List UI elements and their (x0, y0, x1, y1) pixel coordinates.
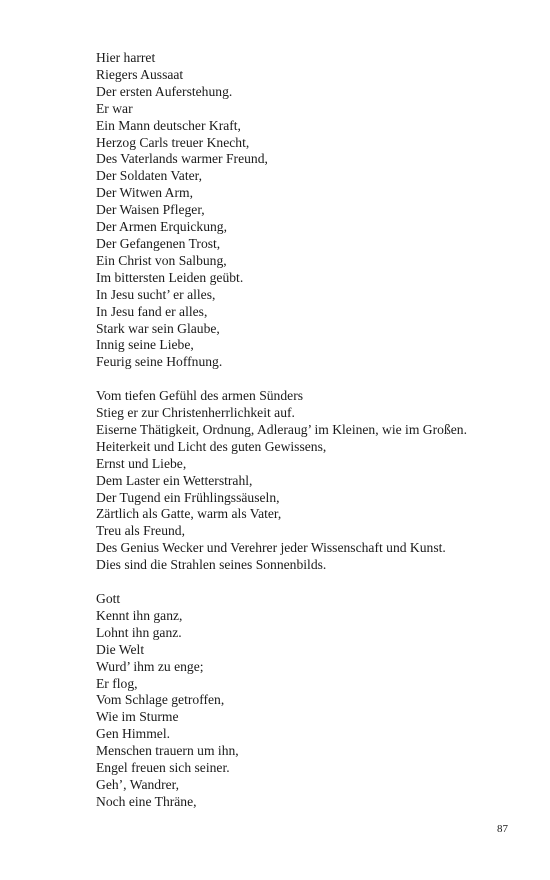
epitaph-text (96, 50, 516, 811)
stanza-2 (96, 388, 516, 574)
verse-line: Vom tiefen Gefühl des armen Sünders (96, 388, 304, 404)
verse-line: Hier harret (96, 50, 156, 65)
verse-line: Treu als Freund, (96, 523, 185, 539)
verse-line: Ein Christ von Salbung, (96, 252, 227, 268)
verse-line: Er war (96, 100, 133, 116)
verse-line: Kennt ihn ganz, (96, 607, 183, 623)
verse-line: Der Gefangenen Trost, (96, 235, 221, 251)
verse-line: Noch eine Thräne, (96, 793, 197, 809)
verse-line: Er flog, (96, 675, 138, 691)
verse-line: Stark war sein Glaube, (96, 320, 220, 336)
verse-line: Der Tugend ein Frühlingssäuseln, (96, 489, 280, 505)
verse-line: Lohnt ihn ganz. (96, 624, 182, 640)
verse-line: In Jesu fand er alles, (96, 303, 208, 319)
verse-line: Innig seine Liebe, (96, 337, 194, 353)
verse-line: Feurig seine Hoffnung. (96, 354, 223, 370)
verse-line: Des Genius Wecker und Verehrer jeder Wissenschaft und Kunst. (96, 540, 446, 556)
verse-line: In Jesu sucht’ er alles, (96, 286, 216, 302)
verse-line: Im bittersten Leiden geübt. (96, 269, 244, 285)
verse-line: Gott (96, 590, 121, 606)
verse-line: Wie im Sturme (96, 709, 179, 725)
verse-line: Menschen trauern um ihn, (96, 743, 239, 759)
verse-line: Riegers Aussaat (96, 66, 184, 82)
verse-line: Gen Himmel. (96, 726, 170, 742)
verse-line: Dies sind die Strahlen seines Sonnenbilds. (96, 557, 327, 573)
verse-line: Engel freuen sich seiner. (96, 760, 230, 776)
verse-line: Vom Schlage getroffen, (96, 692, 225, 708)
verse-line: Geh’, Wandrer, (96, 776, 180, 792)
stanza-1 (96, 50, 516, 371)
verse-line: Die Welt (96, 641, 145, 657)
verse-line: Zärtlich als Gatte, warm als Vater, (96, 506, 282, 522)
verse-line: Wurd’ ihm zu enge; (96, 658, 204, 674)
page-number: 87 (497, 823, 508, 835)
verse-line: Der Armen Erquickung, (96, 219, 227, 235)
verse-line: Ernst und Liebe, (96, 455, 187, 471)
verse-line: Herzog Carls treuer Knecht, (96, 134, 250, 150)
verse-line: Der Witwen Arm, (96, 185, 193, 201)
verse-line: Der ersten Auferstehung. (96, 83, 233, 99)
verse-line: Des Vaterlands warmer Freund, (96, 151, 268, 167)
verse-line: Der Waisen Pfleger, (96, 202, 205, 218)
verse-line: Eiserne Thätigkeit, Ordnung, Adleraug’ im Kleinen, wie im Großen. (96, 421, 467, 437)
stanza-3 (96, 591, 516, 811)
verse-line: Dem Laster ein Wetterstrahl, (96, 472, 253, 488)
verse-line: Ein Mann deutscher Kraft, (96, 117, 241, 133)
verse-line: Der Soldaten Vater, (96, 168, 203, 184)
verse-line: Heiterkeit und Licht des guten Gewissens, (96, 438, 327, 454)
verse-line: Stieg er zur Christenherrlichkeit auf. (96, 405, 295, 421)
